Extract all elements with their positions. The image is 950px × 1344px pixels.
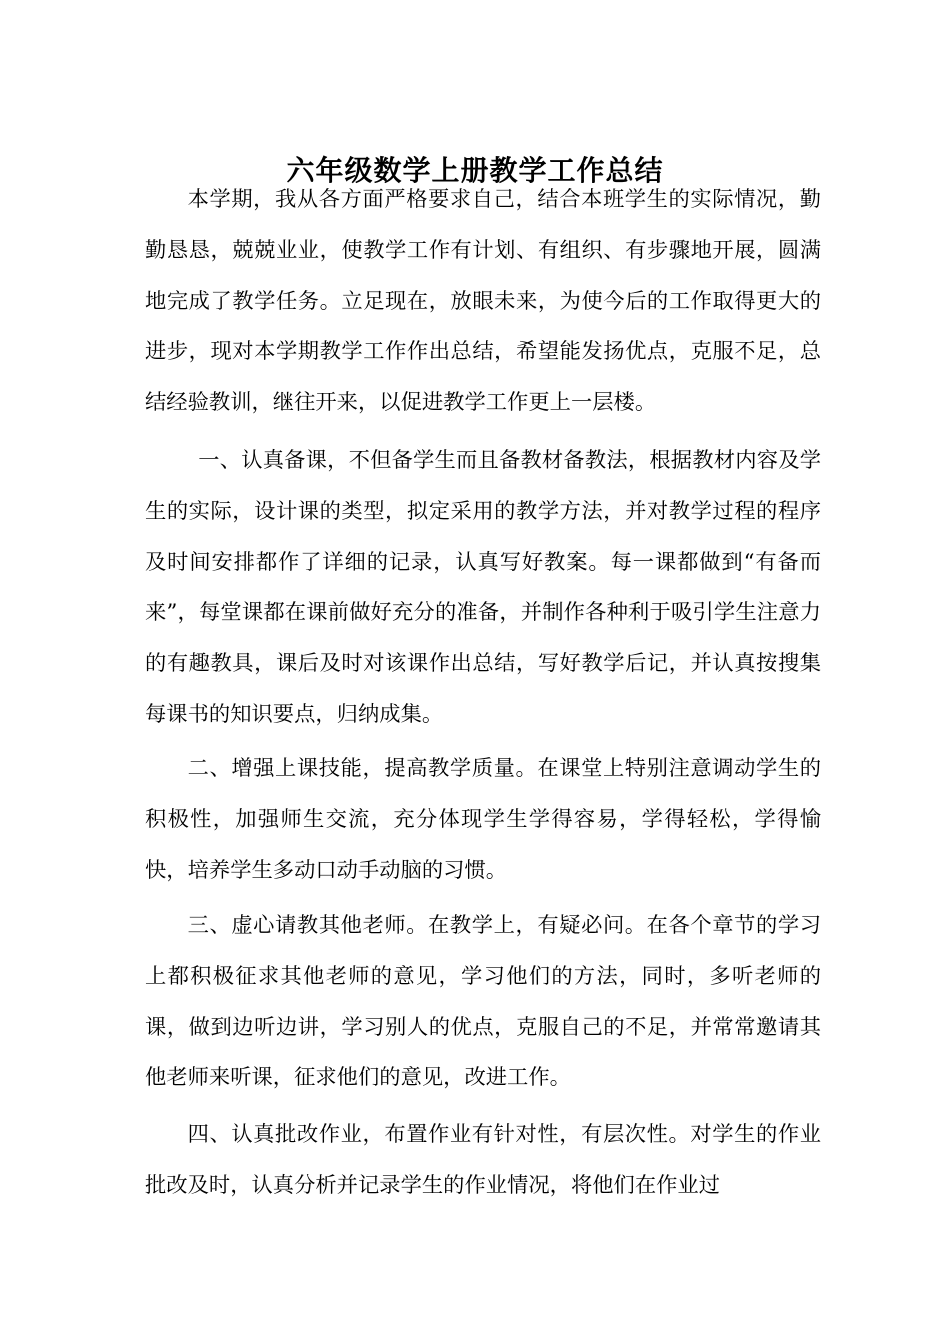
- document-title: 六年级数学上册教学工作总结: [286, 153, 664, 187]
- paragraph-intro: 本学期，我从各方面严格要求自己，结合本班学生的实际情况，勤勤恳恳，兢兢业业，使教学工作有计划、有组织、有步骤地开展，圆满地完成了教学任务。立足现在，放眼未来，为使今后的工作取得更大的进步，现对本学期教学工作作出总结，希望能发扬优点，克服不足，总结经验教训，继往开来，以促进教学工作更上一层楼。: [145, 187, 821, 416]
- paragraph-section-4: 四、认真批改作业，布置作业有针对性，有层次性。对学生的作业批改及时，认真分析并记录学生的作业情况，将他们在作业过: [145, 1122, 821, 1198]
- paragraph-section-1: 一、认真备课，不但备学生而且备教材备教法，根据教材内容及学生的实际，设计课的类型，拟定采用的教学方法，并对教学过程的程序及时间安排都作了详细的记录，认真写好教案。每一课都做到“有备而来”，每堂课都在课前做好充分的准备，并制作各种利于吸引学生注意力的有趣教具，课后及时对该课作出总结，写好教学后记，并认真按搜集每课书的知识要点，归纳成集。: [145, 448, 821, 727]
- paragraph-section-3: 三、虚心请教其他老师。在教学上，有疑必问。在各个章节的学习上都积极征求其他老师的意见，学习他们的方法，同时，多听老师的课，做到边听边讲，学习别人的优点，克服自己的不足，并常常邀请其他老师来听课，征求他们的意见，改进工作。: [145, 913, 821, 1091]
- paragraph-section-2: 二、增强上课技能，提高教学质量。在课堂上特别注意调动学生的积极性，加强师生交流，充分体现学生学得容易，学得轻松，学得愉快，培养学生多动口动手动脑的习惯。: [145, 756, 821, 883]
